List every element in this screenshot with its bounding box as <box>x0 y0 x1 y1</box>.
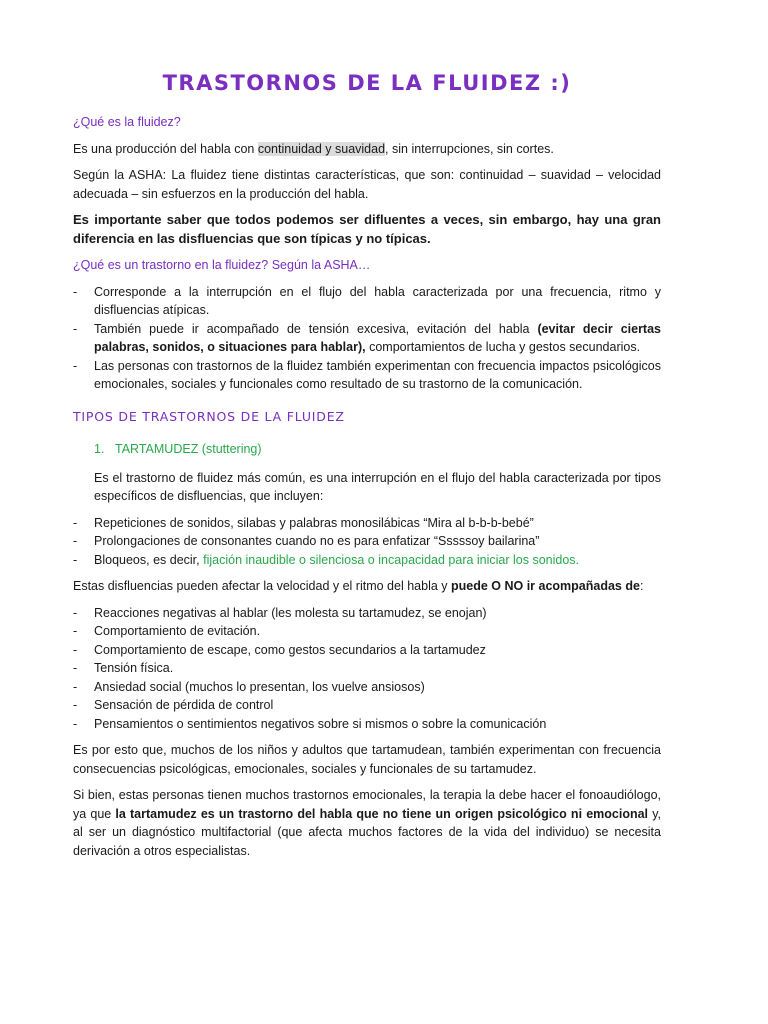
list-item: - Reacciones negativas al hablar (les molesta su tartamudez, se enojan) <box>73 604 661 623</box>
list-item <box>73 320 661 357</box>
effects-text-bold: puede O NO ir acompañadas de <box>451 579 640 593</box>
section-heading-types: TIPOS DE TRASTORNOS DE LA FLUIDEZ <box>73 408 345 424</box>
list-item: - Ansiedad social (muchos lo presentan, los vuelve ansiosos) <box>73 678 661 697</box>
list-item: - Prolongaciones de consonantes cuando no es para enfatizar “Sssssoy bailarina” <box>73 532 661 551</box>
list-item-text: comportamientos de lucha y gestos secundarios. <box>365 340 641 354</box>
effects-text-post: : <box>639 579 644 593</box>
list-item-bold: (evitar decir ciertas palabras, sonidos, o situaciones para hablar), <box>94 321 661 354</box>
paragraph-asha: Según la ASHA: La fluidez tiene distintas características, que son: continuidad – suavidad – velocidad adecuada – sin esfuerzos en la producción del habla. <box>73 168 661 201</box>
paragraph-definition <box>73 140 661 159</box>
question-disorder: ¿Qué es un trastorno en la fluidez? Según la ASHA… <box>73 258 371 272</box>
paragraph-effects <box>73 577 661 596</box>
paragraph-important: Es importante saber que todos podemos ser difluentes a veces, sin embargo, hay una gran diferencia en las disfluencias que son típicas y no típicas. <box>73 212 661 246</box>
list-item: - Comportamiento de escape, como gestos secundarios a la tartamudez <box>73 641 661 660</box>
list-item: - Sensación de pérdida de control <box>73 696 661 715</box>
list-item: - Comportamiento de evitación. <box>73 622 661 641</box>
paragraph-therapy <box>73 786 661 860</box>
paragraph-stuttering: Es el trastorno de fluidez más común, es una interrupción en el flujo del habla caracterizada por tipos específicos de disfluencias, que incluyen: <box>94 470 661 503</box>
subheading-label: TARTAMUDEZ (stuttering) <box>115 442 262 456</box>
list-disorder <box>73 283 661 394</box>
subheading-number: 1. <box>94 442 105 456</box>
list-item: - Pensamientos o sentimientos negativos sobre si mismos o sobre la comunicación <box>73 715 661 734</box>
list-item: - Tensión física. <box>73 659 661 678</box>
definition-text-pre: Es una producción del habla con <box>73 141 258 156</box>
list-item-text: Bloqueos, es decir, <box>94 552 204 567</box>
therapy-text-bold: la tartamudez es un trastorno del habla que no tiene un origen psicológico ni emocional <box>115 806 649 821</box>
page-title: TRASTORNOS DE LA FLUIDEZ :) <box>162 71 572 95</box>
list-item: - Repeticiones de sonidos, silabas y palabras monosilábicas “Mira al b-b-b-bebé” <box>73 514 661 533</box>
subheading-stuttering <box>94 440 661 459</box>
list-accompaniments <box>73 604 661 734</box>
definition-text-post: , sin interrupciones, sin cortes. <box>385 141 554 156</box>
therapy-text-pre: Si bien, estas personas tienen muchos trastornos emocionales, la terapia la debe hacer el fonoaudiólogo, ya que <box>73 788 661 821</box>
question-what-is-fluency: ¿Qué es la fluidez? <box>73 115 181 129</box>
list-item: - Las personas con trastornos de la fluidez también experimentan con frecuencia impactos psicológicos emocionales, sociales y funcionales como resultado de su trastorno de la comunicación. <box>73 357 661 394</box>
list-item: - Corresponde a la interrupción en el flujo del habla caracterizada por una frecuencia, ritmo y disfluencias atípicas. <box>73 283 661 320</box>
list-item-green: fijación inaudible o silenciosa o incapacidad para iniciar los sonidos. <box>203 552 580 567</box>
document-page <box>73 70 661 868</box>
highlighted-text: continuidad y suavidad <box>257 141 386 156</box>
effects-text-pre: Estas disfluencias pueden afectar la velocidad y el ritmo del habla y <box>73 579 451 593</box>
list-disfluencies <box>73 514 661 570</box>
list-item <box>73 551 661 570</box>
list-item-text: También puede ir acompañado de tensión excesiva, evitación del habla <box>94 321 538 336</box>
paragraph-consequences: Es por esto que, muchos de los niños y adultos que tartamudean, también experimentan con frecuencia consecuencias psicológicas, emocionales, sociales y funcionales de su tartamudez. <box>73 743 661 776</box>
therapy-text-post: y, al ser un diagnóstico multifactorial (que afecta muchos factores de la vida del individuo) se necesita derivación a otros especialistas. <box>73 806 661 858</box>
